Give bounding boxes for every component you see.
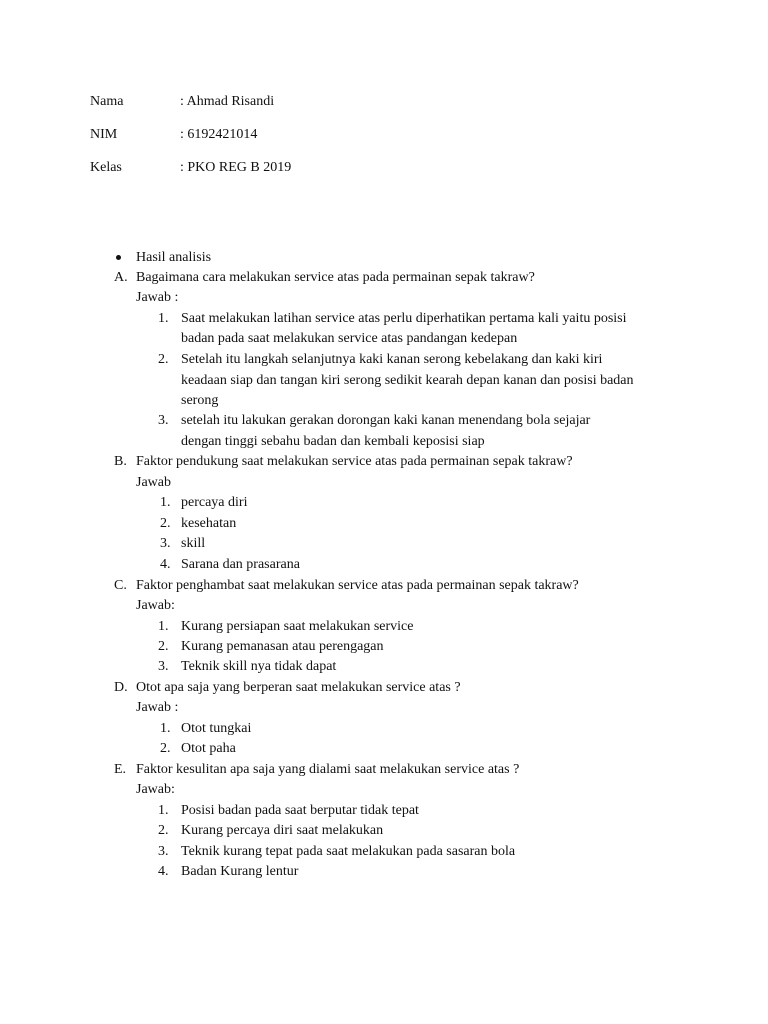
item-number: 1. [160, 495, 171, 510]
nama-value: : Ahmad Risandi [180, 94, 275, 109]
item-text: percaya diri [181, 495, 248, 510]
item-text: Setelah itu langkah selanjutnya kaki kanan serong kebelakang dan kaki kiri [181, 352, 603, 367]
item-number: 2. [158, 352, 169, 367]
item-text: setelah itu lakukan gerakan dorongan kaki kanan menendang bola sejajar [181, 413, 591, 428]
section-question: Faktor pendukung saat melakukan service atas pada permainan sepak takraw? [136, 454, 573, 469]
item-text: Badan Kurang lentur [181, 864, 299, 879]
item-text: Kurang percaya diri saat melakukan [181, 823, 384, 838]
jawab-label: Jawab: [136, 782, 175, 797]
jawab-label: Jawab [136, 475, 171, 490]
kelas-label: Kelas [90, 160, 122, 175]
item-number: 3. [158, 844, 169, 859]
section-letter: B. [114, 454, 127, 469]
item-number: 2. [160, 741, 171, 756]
item-number: 2. [160, 516, 171, 531]
bullet-icon [116, 255, 121, 260]
item-number: 3. [158, 659, 169, 674]
item-text: Otot tungkai [181, 721, 252, 736]
item-number: 2. [158, 823, 169, 838]
item-text: kesehatan [181, 516, 237, 531]
item-number: 4. [160, 557, 171, 572]
item-number: 1. [160, 721, 171, 736]
section-letter: C. [114, 578, 127, 593]
section-question: Faktor kesulitan apa saja yang dialami saat melakukan service atas ? [136, 762, 520, 777]
item-number: 3. [160, 536, 171, 551]
section-letter: A. [114, 270, 128, 285]
item-number: 4. [158, 864, 169, 879]
item-text: Posisi badan pada saat berputar tidak tepat [181, 803, 419, 818]
item-text: Kurang persiapan saat melakukan service [181, 619, 414, 634]
kelas-value: : PKO REG B 2019 [180, 160, 292, 175]
item-text: Otot paha [181, 741, 236, 756]
item-text: keadaan siap dan tangan kiri serong sedikit kearah depan kanan dan posisi badan [181, 373, 634, 388]
item-number: 2. [158, 639, 169, 654]
jawab-label: Jawab : [136, 700, 179, 715]
item-number: 3. [158, 413, 169, 428]
nim-label: NIM [90, 127, 118, 142]
item-text: badan pada saat melakukan service atas pandangan kedepan [181, 331, 518, 346]
item-text: Kurang pemanasan atau perengagan [181, 639, 384, 654]
item-number: 1. [158, 619, 169, 634]
item-number: 1. [158, 803, 169, 818]
item-text: serong [181, 393, 219, 408]
section-letter: D. [114, 680, 128, 695]
section-title: Hasil analisis [136, 250, 212, 265]
jawab-label: Jawab: [136, 598, 175, 613]
item-text: dengan tinggi sebahu badan dan kembali keposisi siap [181, 434, 485, 449]
nim-value: : 6192421014 [180, 127, 258, 142]
nama-label: Nama [90, 94, 124, 109]
item-text: Saat melakukan latihan service atas perlu diperhatikan pertama kali yaitu posisi [181, 311, 627, 326]
item-text: Sarana dan prasarana [181, 557, 300, 572]
section-question: Otot apa saja yang berperan saat melakukan service atas ? [136, 680, 461, 695]
section-question: Faktor penghambat saat melakukan service atas pada permainan sepak takraw? [136, 578, 579, 593]
item-text: Teknik skill nya tidak dapat [181, 659, 337, 674]
item-text: skill [181, 536, 206, 551]
item-text: Teknik kurang tepat pada saat melakukan pada sasaran bola [181, 844, 516, 859]
section-question: Bagaimana cara melakukan service atas pada permainan sepak takraw? [136, 270, 535, 285]
item-number: 1. [158, 311, 169, 326]
section-letter: E. [114, 762, 127, 777]
jawab-label: Jawab : [136, 290, 179, 305]
